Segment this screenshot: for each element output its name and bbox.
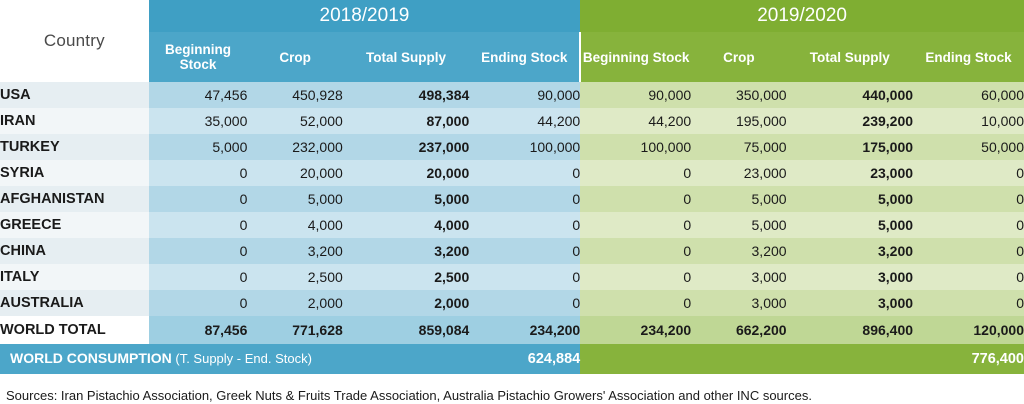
cell-2018-beginning-stock: 0 (149, 186, 248, 212)
cell-2018-beginning-stock: 0 (149, 212, 248, 238)
cell-2018-crop: 52,000 (247, 108, 342, 134)
total-2019-ending-stock: 120,000 (913, 316, 1024, 344)
cell-2018-ending-stock: 0 (469, 290, 580, 316)
cell-2018-crop: 4,000 (247, 212, 342, 238)
cell-2018-ending-stock: 100,000 (469, 134, 580, 160)
table-row (0, 134, 1024, 160)
cell-2019-total-supply: 3,000 (787, 264, 913, 290)
row-country: AUSTRALIA (0, 290, 149, 316)
row-country: GREECE (0, 212, 149, 238)
cell-2018-crop: 2,000 (247, 290, 342, 316)
world-consumption-green-spacer (580, 344, 913, 374)
cell-2018-total-supply: 87,000 (343, 108, 469, 134)
cell-2018-total-supply: 5,000 (343, 186, 469, 212)
cell-2018-crop: 20,000 (247, 160, 342, 186)
cell-2019-beginning-stock: 0 (580, 264, 691, 290)
cell-2018-crop: 450,928 (247, 82, 342, 108)
cell-2018-ending-stock: 0 (469, 186, 580, 212)
cell-2019-crop: 5,000 (691, 186, 786, 212)
cell-2019-beginning-stock: 0 (580, 238, 691, 264)
cell-2018-ending-stock: 0 (469, 264, 580, 290)
cell-2018-total-supply: 3,200 (343, 238, 469, 264)
cell-2019-crop: 3,000 (691, 290, 786, 316)
total-2019-total-supply: 896,400 (787, 316, 913, 344)
total-2019-beginning-stock: 234,200 (580, 316, 691, 344)
cell-2018-beginning-stock: 47,456 (149, 82, 248, 108)
header-2018-total-supply: Total Supply (343, 32, 469, 82)
world-consumption-label (0, 350, 312, 366)
cell-2018-total-supply: 498,384 (343, 82, 469, 108)
cell-2019-beginning-stock: 0 (580, 290, 691, 316)
header-season-2019-2020: 2019/2020 (580, 0, 1024, 32)
cell-2019-crop: 3,200 (691, 238, 786, 264)
world-consumption-label-bold: WORLD CONSUMPTION (10, 350, 172, 366)
header-2018-crop: Crop (247, 32, 342, 82)
cell-2018-ending-stock: 0 (469, 238, 580, 264)
row-country: IRAN (0, 108, 149, 134)
cell-2018-total-supply: 4,000 (343, 212, 469, 238)
cell-2018-crop: 232,000 (247, 134, 342, 160)
row-country: TURKEY (0, 134, 149, 160)
cell-2019-beginning-stock: 44,200 (580, 108, 691, 134)
world-consumption-label-note: (T. Supply - End. Stock) (171, 351, 312, 366)
cell-2019-crop: 75,000 (691, 134, 786, 160)
total-2018-crop: 771,628 (247, 316, 342, 344)
cell-2018-beginning-stock: 0 (149, 264, 248, 290)
cell-2018-total-supply: 2,500 (343, 264, 469, 290)
cell-2019-ending-stock: 0 (913, 212, 1024, 238)
table-row (0, 264, 1024, 290)
total-2018-total-supply: 859,084 (343, 316, 469, 344)
cell-2019-beginning-stock: 100,000 (580, 134, 691, 160)
world-total-row (0, 316, 1024, 344)
cell-2018-total-supply: 20,000 (343, 160, 469, 186)
cell-2019-ending-stock: 0 (913, 238, 1024, 264)
cell-2019-crop: 195,000 (691, 108, 786, 134)
total-2019-crop: 662,200 (691, 316, 786, 344)
cell-2018-total-supply: 2,000 (343, 290, 469, 316)
cell-2019-ending-stock: 0 (913, 264, 1024, 290)
cell-2019-total-supply: 5,000 (787, 212, 913, 238)
world-consumption-2019-value: 776,400 (913, 344, 1024, 374)
cell-2018-beginning-stock: 0 (149, 238, 248, 264)
cell-2019-ending-stock: 10,000 (913, 108, 1024, 134)
cell-2019-crop: 5,000 (691, 212, 786, 238)
cell-2018-ending-stock: 44,200 (469, 108, 580, 134)
cell-2019-beginning-stock: 0 (580, 186, 691, 212)
table-row (0, 108, 1024, 134)
header-2019-beginning-stock: Beginning Stock (580, 32, 691, 82)
cell-2019-total-supply: 5,000 (787, 186, 913, 212)
cell-2019-crop: 3,000 (691, 264, 786, 290)
cell-2018-ending-stock: 0 (469, 212, 580, 238)
cell-2019-crop: 23,000 (691, 160, 786, 186)
world-consumption-row (0, 344, 1024, 374)
table-row (0, 82, 1024, 108)
cell-2019-total-supply: 239,200 (787, 108, 913, 134)
total-2018-ending-stock: 234,200 (469, 316, 580, 344)
table-row (0, 186, 1024, 212)
table-header-season-row (0, 0, 1024, 32)
cell-2018-beginning-stock: 0 (149, 290, 248, 316)
header-country: Country (0, 0, 149, 82)
row-country: CHINA (0, 238, 149, 264)
cell-2018-beginning-stock: 0 (149, 160, 248, 186)
cell-2019-total-supply: 175,000 (787, 134, 913, 160)
cell-2018-ending-stock: 0 (469, 160, 580, 186)
world-consumption-2018-value: 624,884 (343, 344, 580, 374)
header-2019-total-supply: Total Supply (787, 32, 913, 82)
cell-2019-total-supply: 23,000 (787, 160, 913, 186)
header-2018-ending-stock: Ending Stock (469, 32, 580, 82)
cell-2019-total-supply: 3,000 (787, 290, 913, 316)
cell-2019-ending-stock: 50,000 (913, 134, 1024, 160)
table-header-subcolumn-row (0, 32, 1024, 82)
cell-2019-ending-stock: 0 (913, 186, 1024, 212)
row-country: ITALY (0, 264, 149, 290)
cell-2019-total-supply: 3,200 (787, 238, 913, 264)
cell-2019-ending-stock: 60,000 (913, 82, 1024, 108)
cell-2019-crop: 350,000 (691, 82, 786, 108)
table-row (0, 290, 1024, 316)
table-row (0, 212, 1024, 238)
header-2019-crop: Crop (691, 32, 786, 82)
cell-2019-total-supply: 440,000 (787, 82, 913, 108)
world-total-label: WORLD TOTAL (0, 316, 149, 344)
cell-2019-ending-stock: 0 (913, 160, 1024, 186)
row-country: USA (0, 82, 149, 108)
cell-2018-crop: 2,500 (247, 264, 342, 290)
cell-2018-crop: 5,000 (247, 186, 342, 212)
row-country: AFGHANISTAN (0, 186, 149, 212)
header-season-2018-2019: 2018/2019 (149, 0, 581, 32)
cell-2018-beginning-stock: 5,000 (149, 134, 248, 160)
cell-2018-beginning-stock: 35,000 (149, 108, 248, 134)
header-2019-ending-stock: Ending Stock (913, 32, 1024, 82)
table-row (0, 238, 1024, 264)
cell-2019-beginning-stock: 90,000 (580, 82, 691, 108)
cell-2018-crop: 3,200 (247, 238, 342, 264)
cell-2019-beginning-stock: 0 (580, 212, 691, 238)
sources-note: Sources: Iran Pistachio Association, Greek Nuts & Fruits Trade Association, Australia Pistachio Growers' Association and other INC sources. (6, 388, 812, 403)
world-consumption-label-cell (0, 344, 343, 374)
cell-2019-ending-stock: 0 (913, 290, 1024, 316)
row-country: SYRIA (0, 160, 149, 186)
total-2018-beginning-stock: 87,456 (149, 316, 248, 344)
cell-2018-ending-stock: 90,000 (469, 82, 580, 108)
table-row (0, 160, 1024, 186)
header-2018-beginning-stock: Beginning Stock (149, 32, 248, 82)
cell-2019-beginning-stock: 0 (580, 160, 691, 186)
cell-2018-total-supply: 237,000 (343, 134, 469, 160)
